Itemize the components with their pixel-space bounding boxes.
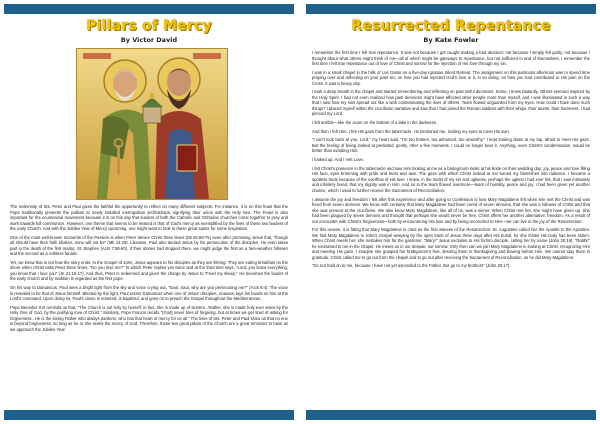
article-body (312, 50, 590, 272)
paragraph: The Solemnity of Sts. Peter and Paul gives the faithful the opportunity to reflect on many different subjects. For instance, it is on this feast that the Pope traditionally presents the pallium to newly installed metropolitan archbishops, signifying their union with the Holy See. The Feast is also important for the ecumenical movement because it is on this day that leaders of both the Catholic and Orthodox churches come together to pray and work towards full communion. However, one theme that seems to be missed is that of God's mercy as exemplified by the lives of these two leaders of the early Church. And with the Jubilee Year of Mercy upcoming, one might want to look to these great saints for some inspiration. (10, 204, 288, 231)
paragraph: I felt Christ's presence in the tabernacle and saw Him looking at me as a bridegroom looks at his bride on their wedding day: joy, peace and love filling His face, eyes brimming with pride and tears and awe. The gaze with which Christ looked at me turned my blemishes into radiance. I became a spotless bride because of the overflow of His love. I knew, in the midst of my sin and ugliness, perhaps the ugliest I had ever felt, that I was intimately and infinitely loved, that my dignity was in Him. And so in the tears flowed overmore—tears of humility, peace and joy. I had been given yet another chance, which I used to further receive the Sacrament of Reconciliation. (312, 165, 590, 193)
top-band (4, 4, 294, 14)
paragraph: I looked up. And I met Love. (312, 157, 364, 163)
paragraph: I was in a small chapel in the hills of Los Gatos on a five-day Ignatian Silent Retreat. The assignment on this particular afternoon was to spend time praying over and reflecting on your past sin, on how you had rejected God's love in it, in so doing, on how you had contributed to His pain on the Cross. It was a heavy day. (312, 69, 590, 86)
paragraph: For this reason, it is fitting that Mary Magdalene is cited as the first witness of the Resurrection. St. Augustine called her the Apostle to the Apostles. We find Mary Magdalene in John's Gospel weeping by the open tomb of Jesus three days after His burial, for she thinks His body has been stolen. When Christ meets her, she mistakes him for the gardener. "Mary!" Jesus exclaims to His forlorn disciple, calling her by name (John 20:16). "Rabbi!" he exclaimed to me in the chapel. He meets us in our despair, our sorrow. Only then can we join Mary Magdalene in looking at Christ, recognizing Him and meeting His gaze. I imagine she grasped her bridegroom's feet, desiring them in thanksgiving and bowing before Him. We cannot stay there in gratitude. Christ called me to go out from the chapel and to go out after receiving the Sacrament of Reconciliation, as he did Mary Magdalene: (312, 227, 590, 260)
article-title: Resurrected Repentance (351, 18, 551, 34)
right-page (306, 4, 596, 420)
article-byline: By Victor David (120, 36, 178, 44)
top-band (306, 4, 596, 14)
article-body (10, 204, 288, 335)
paragraph: I assume the joy and freedom I felt after this experience and after going to Confession is how Mary Magdalene felt when she met the Christ and was freed from seven demons. We know with certainty that Mary Magdalene had been cured of seven demons, that she was a follower of Christ and that she was present at the crucifixion. We also know Mary Magdalene, like all of us, was a sinner. When Christ met her, she might have given up. She had been plagued by seven demons and thought that perhaps she would never be free. Christ offers her another alternative: freedom. As a result of our encounter with Christ's forgiveness—both by encountering His love and by being reconciled to Him—we can live in the joy of the Resurrection. (312, 196, 590, 224)
paragraph: And then I felt Him. I felt His gaze from the tabernacle. He beckoned me, inviting my eyes to meet His own. (312, 128, 510, 134)
saints-icon-image (76, 48, 228, 200)
left-page (4, 4, 294, 420)
paragraph: On his way to Damascus, Paul sees a bright light from the sky and voice crying out, "Saul, Saul, why are you persecuting me?" (Acts 9:4). The voice is revealed to be that of Jesus himself. Blinded by the light, Paul enters Damascus when one of Jesus' disciples, Ananias, lays his hands on him at the Lord's command. Upon doing so, Paul's vision is restored, is baptized, and goes on to preach the Gospel throughout the Mediterranean. (10, 285, 288, 302)
paragraph: I remember the first time I felt true repentance. It was not because I got caught making a bad decision; not because I simply felt guilty; not because I thought about what others might think of me—all of which might be gateways to repentance, but not sufficient in and of themselves. I remember the first time I felt true repentance out of love of Christ and sorrow for the rejection of His love through my sin. (312, 50, 590, 66)
paragraph: One of the most well-known moments of the Passion is when Peter denies Christ three times (Mt 26:69-75) even after promising Jesus that, "though all should have their faith shaken, mine will not be" (Mk 14:29). Likewise, Paul also denied Jesus by his persecution of the disciples. He even takes part in the death of the first martyr, St. Stephen (Acts 7:58-60). If their stories had stopped there, we might judge the first as a fare-weather follower and the second as a ruthless fanatic. (10, 234, 288, 257)
paragraph: Yet, we know that is not how the story ends. In the Gospel of John, Jesus appears to his disciples as they are fishing. They are eating breakfast on the shore when Christ asks Peter three times, "Do you love me?" to which Peter replies yes twice and at the third time says, "Lord, you know everything; you know that I love you" (Jn 21:15-17). And thus, Peter is redeemed and given the charge by Jesus to "Feed my sheep." He becomes the leader of the early church and by tradition is regarded as the first pope. (10, 259, 288, 282)
paragraph: Pope Benedict XVI reminds us that, "The Church is not holy by herself; in fact, she is made up of sinners...Rather, she is made holy ever anew by the Holy One of God, by the purifying love of Christ." Similarly, Pope Francis recalls "[God] never tires of forgiving, but at times we get tired of asking for forgiveness...He is the loving Father who always pardons, who has that heart of mercy for us all." The lives of Sts. Peter and Paul show us that no one is beyond forgiveness, so long as he or she seeks the mercy of God. Therefore, these two great pillars of the Church are a great reminder to have as we approach the Jubilee Year. (10, 304, 288, 332)
paragraph: I took a deep breath in the chapel and started remembering and reflecting on past sinful decisions. Some, I knew blatantly. Others seemed inspired by the Holy Spirit. I had not even realized how past decisions might have affected other people more than myself, and I was illuminated in such a way that I saw how my sins spread out like a web contaminating the lives of others. Tears flowed unguarded from my eyes. How could I have done such things? I placed myself within the crucifixion narrative and saw that I had joined the Roman soldiers with their whips, their taunts, their hammers. I had pierced my Lord. (312, 89, 590, 117)
bottom-band (306, 410, 596, 420)
article-byline: By Kate Fowler (423, 36, 479, 44)
paragraph: I felt terrible—like the scum on the bottom of a lake in the darkness. (312, 120, 437, 126)
paragraph: "I can't look back at you, Lord," my heart said. "I'm too broken, too ashamed, too unworthy." I kept looking down at my lap, afraid to meet His gaze. But the feeling of being looked at persisted, gently. After a few moments, I could no longer bear it. Anything, even Christ's condemnation, would be better than avoiding Him. (312, 137, 590, 154)
paragraph: "Do not hold on to me, because I have not yet ascended to the Father. But go to my brothers" (John 20:17). (312, 263, 511, 269)
saints-icon-illustration (77, 49, 227, 199)
bottom-band (4, 410, 294, 420)
article-title: Pillars of Mercy (86, 18, 212, 34)
